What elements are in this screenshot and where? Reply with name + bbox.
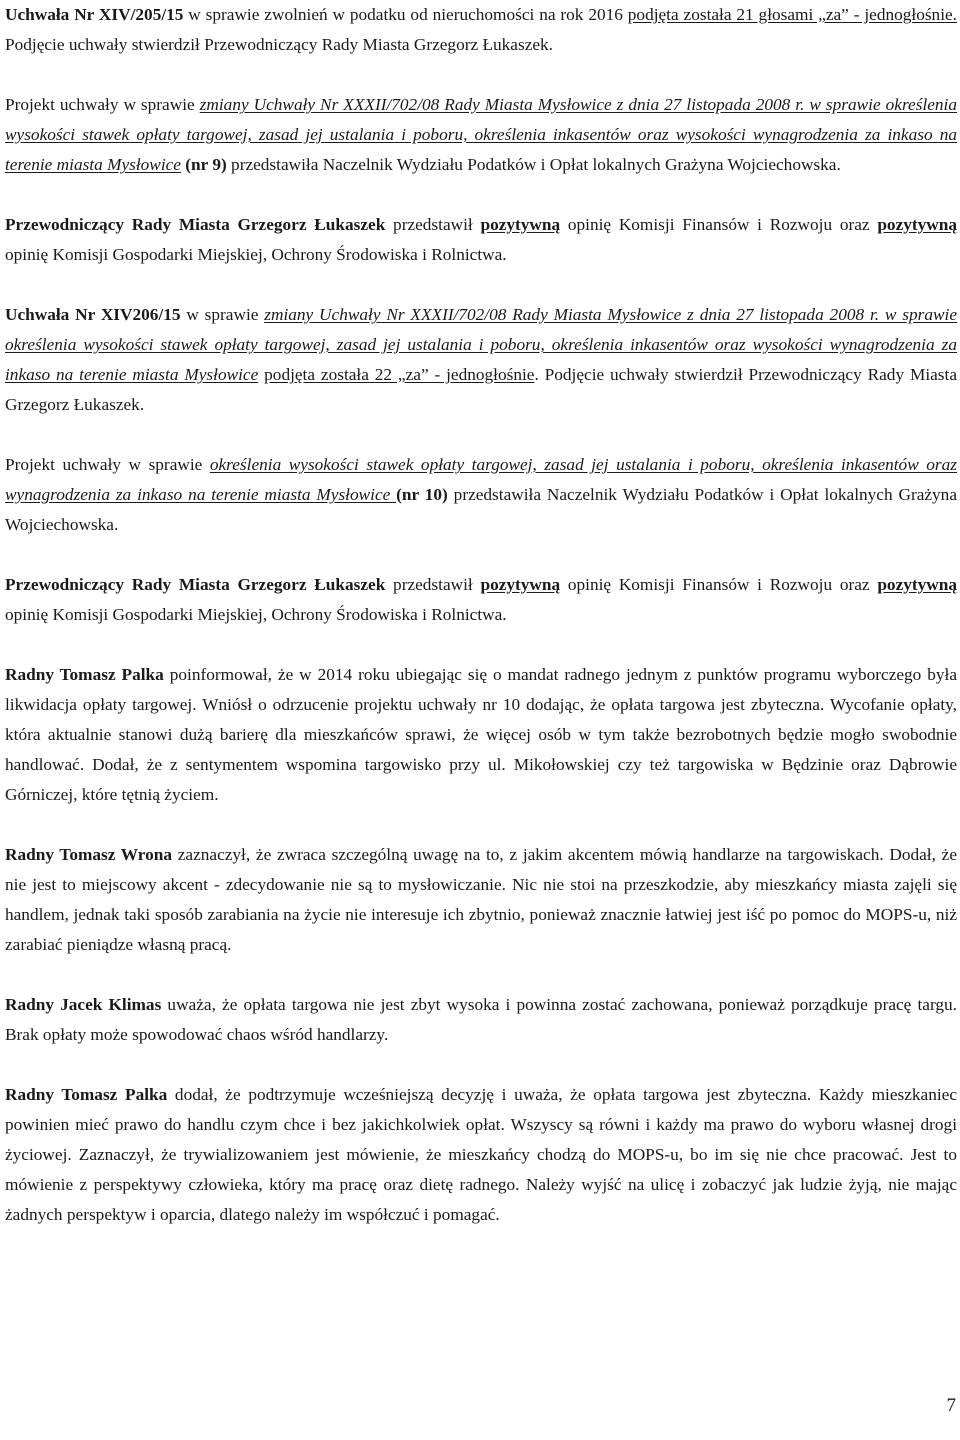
paragraph-text: przedstawiła Naczelnik Wydziału Podatków i Opłat lokalnych Grażyna Wojciechowska. xyxy=(226,155,841,174)
paragraph-resolution-205 xyxy=(5,0,957,60)
paragraph-text: przedstawiła Naczelnik Wydziału Podatków i Opłat lokalnych Grażyna Wojciechowska. xyxy=(5,485,957,534)
speaker-name: Radny Tomasz Palka xyxy=(5,665,164,684)
draft-number: (nr 10) xyxy=(396,485,448,504)
paragraph-text: poinformował, że w 2014 roku ubiegając się o mandat radnego jednym z punktów programu wyborczego była likwidacja opłaty targowej. Wniósł o odrzucenie projektu uchwały nr 10 dodając, że opłata targowa jest zbyteczna. Wycofanie opłaty, która aktualnie stanowi dużą barierę dla mieszkańców sprawi, że więcej osób w tym także bezrobotnych będzie mogło swobodnie handlować. Dodał, że z sentymentem wspomina targowisko przy ul. Mikołowskiej czy też targowiska w Będzinie oraz Dąbrowie Górniczej, które tętnią życiem. xyxy=(5,665,957,804)
speaker-name: Przewodniczący Rady Miasta Grzegorz Łukaszek xyxy=(5,215,386,234)
resolution-number: Uchwała Nr XIV/205/15 xyxy=(5,5,184,24)
paragraph-text: Projekt uchwały w sprawie xyxy=(5,95,200,114)
opinion-result: pozytywną xyxy=(480,215,561,234)
paragraph-statement-klimas xyxy=(5,990,957,1050)
resolution-number: Uchwała Nr XIV206/15 xyxy=(5,305,181,324)
speaker-name: Radny Jacek Klimas xyxy=(5,995,162,1014)
paragraph-text: przedstawił xyxy=(385,215,481,234)
page-number: 7 xyxy=(946,1395,956,1416)
paragraph-text: dodał, że podtrzymuje wcześniejszą decyzję i uważa, że opłata targowa jest zbyteczna. Każdy mieszkaniec powinien mieć prawo do handlu czym chce i bez jakichkolwiek opłat. Wszyscy są równi i każdy ma prawo do wyboru własnej drogi życiowej. Zaznaczył, że trywializowaniem jest mówienie, że mieszkańcy chodzą do MOPS-u, bo im się nie chce pracować. Jest to mówienie z perspektywy człowieka, który ma pracę oraz dietę radnego. Należy wyjść na ulicę i zobaczyć jak ludzie żyją, nie mając żadnych perspektyw i oparcia, dlatego należy im współczuć i pomagać. xyxy=(5,1085,957,1224)
paragraph-statement-palka-1 xyxy=(5,660,957,810)
paragraph-statement-wrona xyxy=(5,840,957,960)
paragraph-text: opinię Komisji Gospodarki Miejskiej, Ochrony Środowiska i Rolnictwa. xyxy=(5,605,507,624)
opinion-result: pozytywną xyxy=(877,215,958,234)
resolution-subject: zmiany Uchwały Nr XXXII/702/08 Rady Miasta Mysłowice z dnia 27 listopada 2008 r. w sprawie określenia wysokości stawek opłaty targowej, zasad jej ustalania i poboru, określenia inkasentów oraz wysokości wynagrodzenia za inkaso na terenie miasta Mysłowice xyxy=(5,305,958,384)
paragraph-text: opinię Komisji Gospodarki Miejskiej, Ochrony Środowiska i Rolnictwa. xyxy=(5,245,507,264)
paragraph-text: . Podjęcie uchwały stwierdził Przewodniczący Rady Miasta Grzegorz Łukaszek. xyxy=(5,365,958,414)
paragraph-draft-resolution-9 xyxy=(5,90,957,180)
paragraph-text: opinię Komisji Finansów i Rozwoju oraz xyxy=(560,215,878,234)
vote-result: podjęta została 21 głosami „za” - jednogłośnie. xyxy=(627,5,957,24)
paragraph-resolution-206 xyxy=(5,300,957,420)
paragraph-draft-resolution-10 xyxy=(5,450,957,540)
speaker-name: Radny Tomasz Palka xyxy=(5,1085,168,1104)
resolution-subject: zmiany Uchwały Nr XXXII/702/08 Rady Miasta Mysłowice z dnia 27 listopada 2008 r. w sprawie określenia wysokości stawek opłaty targowej, zasad jej ustalania i poboru, określenia inkasentów oraz wysokości wynagrodzenia za inkaso na terenie miasta Mysłowice xyxy=(5,95,957,174)
paragraph-text: zaznaczył, że zwraca szczególną uwagę na to, z jakim akcentem mówią handlarze na targowiskach. Dodał, że nie jest to miejscowy akcent - zdecydowanie nie są to mysłowiczanie. Nic nie stoi na przeszkodzie, aby mieszkańcy miasta zajęli się handlem, jednak taki sposób zarabiania na życie nie interesuje ich zbytnio, ponieważ znacznie łatwiej jest iść po pomoc do MOPS-u, niż zarabiać pieniądze własną pracą. xyxy=(5,845,957,954)
paragraph-text: opinię Komisji Finansów i Rozwoju oraz xyxy=(560,575,878,594)
speaker-name: Przewodniczący Rady Miasta Grzegorz Łukaszek xyxy=(5,575,386,594)
vote-result: podjęta została 22 „za” - jednogłośnie xyxy=(264,365,535,384)
resolution-subject: określenia wysokości stawek opłaty targowej, zasad jej ustalania i poboru, określenia inkasentów oraz wynagrodzenia za inkaso na terenie miasta Mysłowice xyxy=(5,455,957,504)
paragraph-text: w sprawie zwolnień w podatku od nieruchomości na rok 2016 xyxy=(183,5,628,24)
paragraph-committee-opinion-2 xyxy=(5,570,957,630)
opinion-result: pozytywną xyxy=(480,575,561,594)
speaker-name: Radny Tomasz Wrona xyxy=(5,845,173,864)
document-page xyxy=(5,0,957,1230)
paragraph-text: Podjęcie uchwały stwierdził Przewodniczący Rady Miasta Grzegorz Łukaszek. xyxy=(5,35,553,54)
paragraph-text: Projekt uchwały w sprawie xyxy=(5,455,210,474)
paragraph-statement-palka-2 xyxy=(5,1080,957,1230)
paragraph-text: uważa, że opłata targowa nie jest zbyt wysoka i powinna zostać zachowana, ponieważ porządkuje pracę targu. Brak opłaty może spowodować chaos wśród handlarzy. xyxy=(5,995,957,1044)
paragraph-text: w sprawie xyxy=(180,305,265,324)
paragraph-committee-opinion-1 xyxy=(5,210,957,270)
opinion-result: pozytywną xyxy=(877,575,958,594)
paragraph-text: przedstawił xyxy=(385,575,481,594)
draft-number: (nr 9) xyxy=(180,155,227,174)
